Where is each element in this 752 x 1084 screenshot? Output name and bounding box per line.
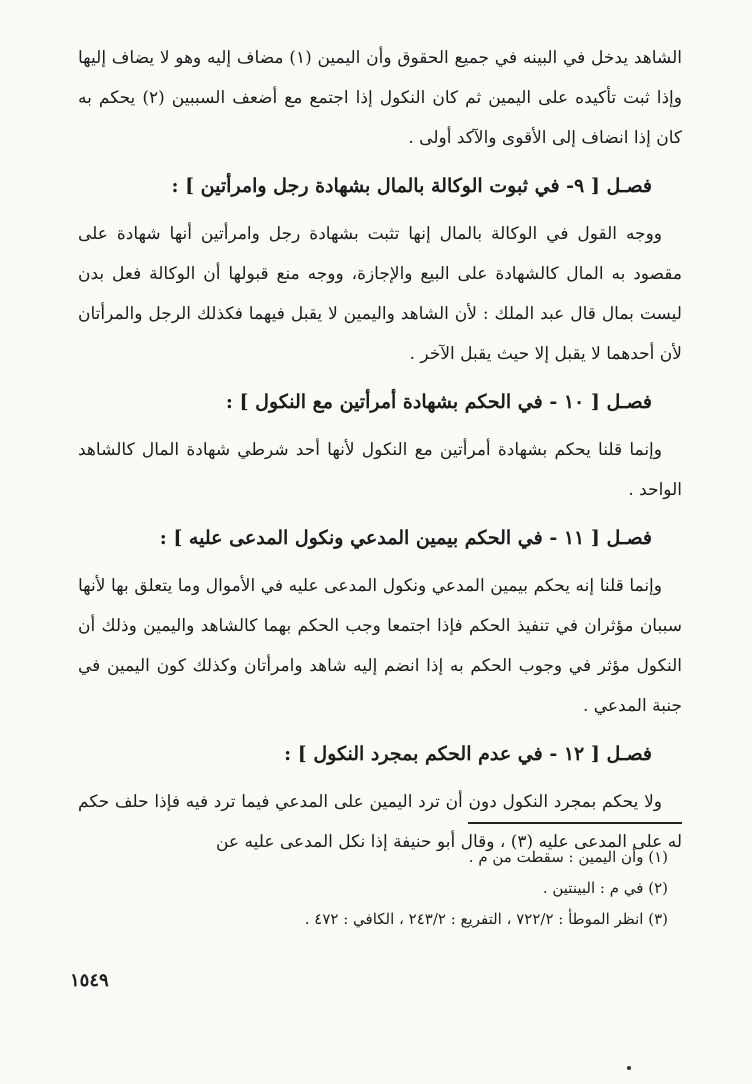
footnote-separator-wrap — [78, 822, 682, 824]
section-heading-12: فصـل [ ١٢ - في عدم الحكم بمجرد النكول ] : — [284, 743, 652, 765]
footnote-3: (٣) انظر الموطأ : ٧٢٢/٢ ، التفريع : ٢٤٣/٢ ، الكافي : ٤٧٢ . — [304, 910, 668, 928]
section-heading-9: فصـل [ ٩- في ثبوت الوكالة بالمال بشهادة رجل وامرأتين ] : — [171, 175, 652, 197]
footnotes — [78, 842, 668, 935]
footnote-2: (٢) في م : البينتين . — [542, 879, 668, 897]
section-heading-10: فصـل [ ١٠ - في الحكم بشهادة أمرأتين مع النكول ] : — [225, 391, 652, 413]
scan-speck — [627, 1066, 631, 1070]
page-number: ١٥٤٩ — [70, 970, 109, 991]
paragraph-3: وإنما قلنا يحكم بشهادة أمرأتين مع النكول لأنها أحد شرطي شهادة المال كالشاهد الواحد . — [78, 440, 682, 500]
paragraph-1: الشاهد يدخل في البينه في جميع الحقوق وأن اليمين (١) مضاف إليه وهو لا يضاف إليها وإذا ثبت تأكيده على اليمين ثم كان النكول إذا اجتمع مع أضعف السببين (٢) يحكم به كان إذا انضاف إلى الأقوى والآكد أولى . — [78, 48, 682, 148]
paragraph-2: ووجه القول في الوكالة بالمال إنها تثبت بشهادة رجل وامرأتين أنها شهادة على مقصود به المال كالشهادة على البيع والإجازة، ووجه منع قبولها أن الوكالة فعل بدن ليست بمال قال عبد الملك : لأن الشاهد واليمين لا يقبل فيهما فكذلك الرجل والمرأتان لأن أحدهما لا يقبل إلا حيث يقبل الآخر . — [78, 224, 682, 364]
section-heading-11: فصـل [ ١١ - في الحكم بيمين المدعي ونكول المدعى عليه ] : — [159, 527, 652, 549]
main-text — [78, 38, 682, 862]
footnote-separator — [468, 822, 682, 824]
footnote-1: (١) وأن اليمين : سقطت من م . — [468, 848, 668, 866]
paragraph-4: وإنما قلنا إنه يحكم بيمين المدعي ونكول المدعى عليه في الأموال وما يتعلق بها لأنها سببان مؤثران في تنفيذ الحكم فإذا اجتمعا وجب الحكم بهما كالشاهد واليمين وذلك أن النكول مؤثر في وجوب الحكم به إذا انضم إليه شاهد وامرأتان وكذلك كون اليمين في جنبة المدعي . — [78, 576, 682, 716]
paragraph-5: ولا يحكم بمجرد النكول دون أن ترد اليمين على المدعي فيما ترد فيه فإذا حلف حكم له على المدعى عليه (٣) ، وقال أبو حنيفة إذا نكل المدعى عليه عن — [78, 792, 682, 852]
